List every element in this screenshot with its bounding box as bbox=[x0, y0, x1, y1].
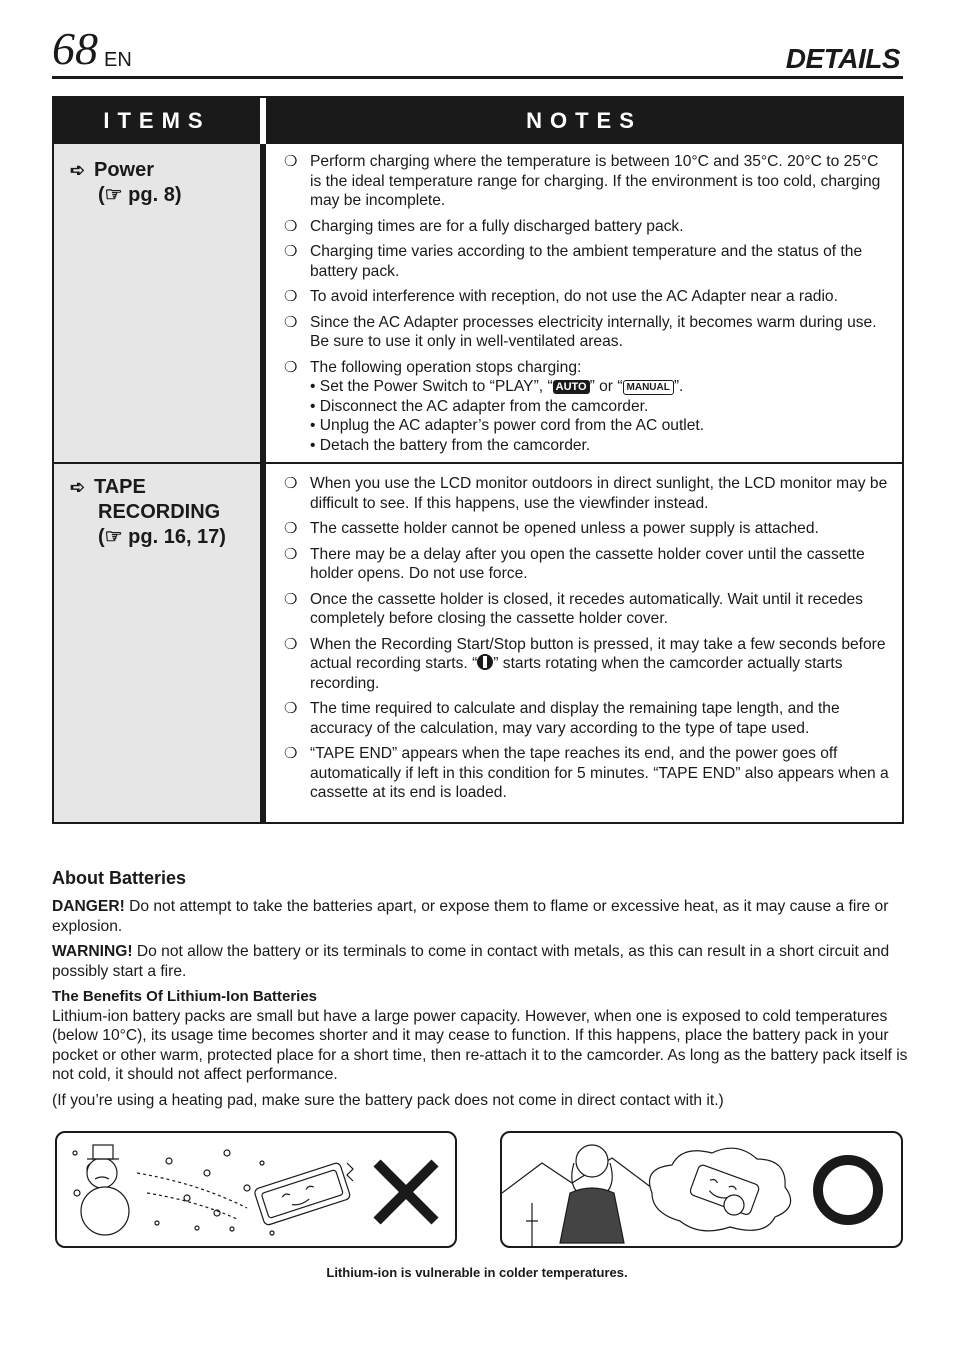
notes-power bbox=[284, 152, 890, 455]
note-text: The following operation stops charging: bbox=[310, 358, 582, 376]
warm-pocket-illustration bbox=[502, 1133, 901, 1246]
circle-bullet-icon: ❍ bbox=[284, 700, 298, 717]
danger-text: Do not attempt to take the batteries apart, or expose them to flame or excessive heat, as it may cause a fire or explosion. bbox=[52, 898, 889, 935]
note bbox=[284, 242, 890, 281]
page-language: EN bbox=[104, 49, 132, 71]
manual-mode-badge: MANUAL bbox=[623, 380, 674, 395]
benefits-heading: The Benefits Of Lithium-Ion Batteries bbox=[52, 988, 318, 1005]
note bbox=[284, 313, 890, 352]
section-title: DETAILS bbox=[785, 43, 900, 74]
items-notes-table bbox=[52, 96, 904, 824]
note-text: Perform charging where the temperature is between 10°C and 35°C. 20°C to 25°C is the ideal temperature range for charging. If the environment is too cold, charging may be incomplete. bbox=[310, 153, 881, 209]
stop-item: • Detach the battery from the camcorder. bbox=[310, 436, 591, 454]
item-tape-page-ref: (☞ pg. 16, 17) bbox=[98, 526, 226, 548]
cold-snowman-illustration bbox=[57, 1133, 455, 1246]
note-text: Charging time varies according to the ambient temperature and the status of the battery pack. bbox=[310, 243, 863, 280]
circle-bullet-icon: ❍ bbox=[284, 475, 298, 492]
item-tape-title: TAPE bbox=[94, 476, 146, 498]
note-text: When you use the LCD monitor outdoors in direct sunlight, the LCD monitor may be difficult to see. If this happens, use the viewfinder instead. bbox=[310, 475, 888, 512]
stop-item: • Unplug the AC adapter’s power cord from the AC outlet. bbox=[310, 417, 705, 434]
header-rule bbox=[52, 76, 903, 79]
stop-item: • Disconnect the AC adapter from the camcorder. bbox=[310, 397, 649, 415]
note bbox=[284, 152, 890, 211]
heating-pad-note: (If you’re using a heating pad, make sure the battery pack does not come in direct contact with it.) bbox=[52, 1092, 724, 1109]
note-text: The cassette holder cannot be opened unless a power supply is attached. bbox=[310, 520, 819, 537]
check-circle-icon bbox=[818, 1160, 878, 1220]
illustration-caption: Lithium-ion is vulnerable in colder temperatures. bbox=[326, 1265, 628, 1280]
note bbox=[284, 590, 890, 629]
circle-bullet-icon: ❍ bbox=[284, 313, 298, 331]
note-text: Once the cassette holder is closed, it recedes automatically. Wait until it recedes completely before closing the cassette holder cover. bbox=[310, 590, 863, 627]
circle-bullet-icon: ❍ bbox=[284, 745, 298, 762]
warning-text: Do not allow the battery or its terminals to come in contact with metals, as this can result in a short circuit and possibly start a fire. bbox=[52, 943, 890, 980]
stop-item-text: ”. bbox=[673, 378, 684, 395]
note-stop-charging bbox=[284, 358, 890, 456]
note-recording-start bbox=[284, 635, 890, 694]
notes-tape-recording bbox=[284, 474, 890, 803]
circle-bullet-icon: ❍ bbox=[284, 520, 298, 537]
note-text: The time required to calculate and display the remaining tape length, and the accuracy of the calculation, may vary according to the type of tape used. bbox=[310, 700, 840, 737]
item-power-page-ref: (☞ pg. 8) bbox=[98, 184, 182, 206]
danger-paragraph bbox=[52, 897, 908, 936]
note bbox=[284, 287, 890, 307]
note-text: Since the AC Adapter processes electricity internally, it becomes warm during use. Be sure to use it only in well-ventilated areas. bbox=[310, 313, 877, 350]
circle-bullet-icon: ❍ bbox=[284, 243, 298, 260]
stop-item-power-switch bbox=[310, 377, 890, 397]
item-power bbox=[70, 158, 181, 208]
column-header-items: ITEMS bbox=[54, 98, 260, 144]
arrow-right-icon: ➪ bbox=[70, 477, 86, 497]
note bbox=[284, 545, 890, 584]
column-header-notes: NOTES bbox=[266, 98, 902, 144]
arrow-right-icon: ➪ bbox=[70, 160, 86, 180]
stop-item-text: • Set the Power Switch to “PLAY”, “ bbox=[310, 378, 553, 395]
warning-paragraph bbox=[52, 942, 908, 981]
item-tape-recording bbox=[70, 475, 226, 550]
note bbox=[284, 744, 890, 803]
danger-label: DANGER! bbox=[52, 898, 125, 915]
benefits-paragraph bbox=[52, 987, 908, 1085]
note bbox=[284, 217, 890, 237]
illustration-cold-panel bbox=[55, 1131, 457, 1248]
note bbox=[284, 699, 890, 738]
item-power-title: Power bbox=[94, 159, 155, 181]
benefits-text: Lithium-ion battery packs are small but have a large power capacity. However, when one is exposed to cold temperatures (below 10°C), its usage time becomes shorter and it may cease to function. If this happens, place the battery pack in your pocket or other warm, protected place for a short time, then re-attach it to the camcorder. As long as the battery pack itself is not cold, it should not affect performance. bbox=[52, 1007, 908, 1083]
circle-bullet-icon: ❍ bbox=[284, 590, 298, 608]
page-number: 68 bbox=[52, 23, 98, 74]
circle-bullet-icon: ❍ bbox=[284, 288, 298, 305]
note-text: Charging times are for a fully discharged battery pack. bbox=[310, 217, 684, 235]
cross-mark-icon bbox=[377, 1163, 435, 1221]
note-text: There may be a delay after you open the cassette holder cover until the cassette holder opens. Do not use force. bbox=[310, 545, 865, 582]
column-divider bbox=[260, 144, 266, 822]
note-text: “TAPE END” appears when the tape reaches its end, and the power goes off automatically if left in this condition for 5 minutes. “TAPE END” also appears when a cassette at its end is loaded. bbox=[310, 745, 889, 801]
note bbox=[284, 519, 890, 539]
note bbox=[284, 474, 890, 513]
circle-bullet-icon: ❍ bbox=[284, 545, 298, 563]
stop-item-text: ” or “ bbox=[589, 378, 623, 395]
illustration-warm-panel bbox=[500, 1131, 903, 1248]
circle-bullet-icon: ❍ bbox=[284, 217, 298, 235]
tape-rotation-icon bbox=[477, 654, 493, 670]
warning-label: WARNING! bbox=[52, 943, 133, 960]
note-text: When the Recording Start/Stop button is pressed, it may take a few seconds before actual recording starts. “ bbox=[310, 635, 886, 672]
batteries-heading: About Batteries bbox=[52, 868, 187, 888]
note-text: ” starts rotating when the camcorder actually starts recording. bbox=[310, 655, 843, 692]
item-tape-title-2: RECORDING bbox=[98, 501, 221, 523]
auto-mode-badge: AUTO bbox=[553, 380, 590, 394]
note-text: To avoid interference with reception, do not use the AC Adapter near a radio. bbox=[310, 288, 838, 305]
circle-bullet-icon: ❍ bbox=[284, 635, 298, 653]
circle-bullet-icon: ❍ bbox=[284, 358, 298, 376]
circle-bullet-icon: ❍ bbox=[284, 153, 298, 170]
